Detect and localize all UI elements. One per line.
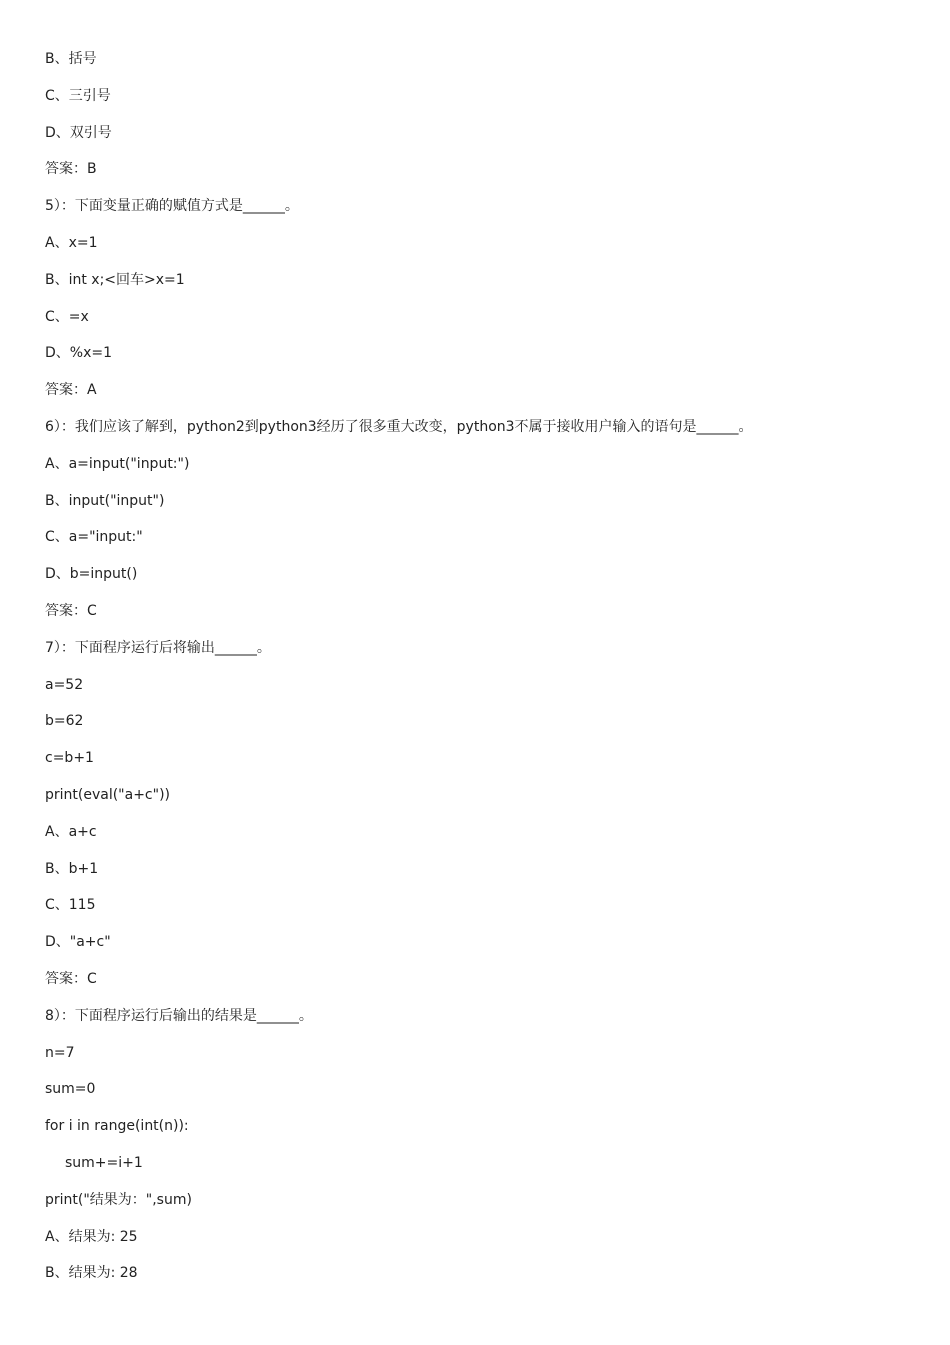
option-b: B、结果为: 28 [45, 1265, 138, 1282]
code-line: c=b+1 [45, 750, 94, 767]
question-6: 6）：我们应该了解到，python2到python3经历了很多重大改变，python3不属于接收用户输入的语句是______。 [45, 418, 753, 435]
option-c: C、115 [45, 897, 96, 914]
answer: 答案：C [45, 602, 97, 619]
option-c: C、三引号 [45, 87, 111, 104]
option-d: D、"a+c" [45, 934, 111, 951]
answer: 答案：B [45, 161, 97, 178]
option-d: D、双引号 [45, 124, 112, 141]
question-8: 8）：下面程序运行后输出的结果是______。 [45, 1007, 313, 1024]
code-line: print(eval("a+c")) [45, 786, 170, 803]
option-d: D、b=input() [45, 566, 138, 583]
option-b: B、b+1 [45, 860, 99, 877]
document-page [45, 47, 925, 1298]
option-b: B、input("input") [45, 492, 165, 509]
option-a: A、a=input("input:") [45, 455, 190, 472]
option-a: A、a+c [45, 823, 97, 840]
code-line: n=7 [45, 1044, 75, 1061]
code-line: print("结果为：",sum) [45, 1191, 192, 1208]
code-line: b=62 [45, 713, 84, 730]
code-line: for i in range(int(n)): [45, 1118, 189, 1135]
option-a: A、结果为: 25 [45, 1228, 138, 1245]
option-d: D、%x=1 [45, 345, 113, 362]
question-5: 5）：下面变量正确的赋值方式是______。 [45, 198, 299, 215]
question-7: 7）：下面程序运行后将输出______。 [45, 639, 271, 656]
option-a: A、x=1 [45, 234, 98, 251]
code-line-indented: sum+=i+1 [65, 1154, 143, 1171]
answer: 答案：A [45, 382, 97, 399]
option-c: C、a="input:" [45, 529, 143, 546]
option-b: B、int x;<回车>x=1 [45, 271, 185, 288]
code-line: a=52 [45, 676, 84, 693]
option-c: C、=x [45, 308, 89, 325]
answer: 答案：C [45, 970, 97, 987]
option-b: B、括号 [45, 51, 97, 67]
code-line: sum=0 [45, 1081, 96, 1098]
